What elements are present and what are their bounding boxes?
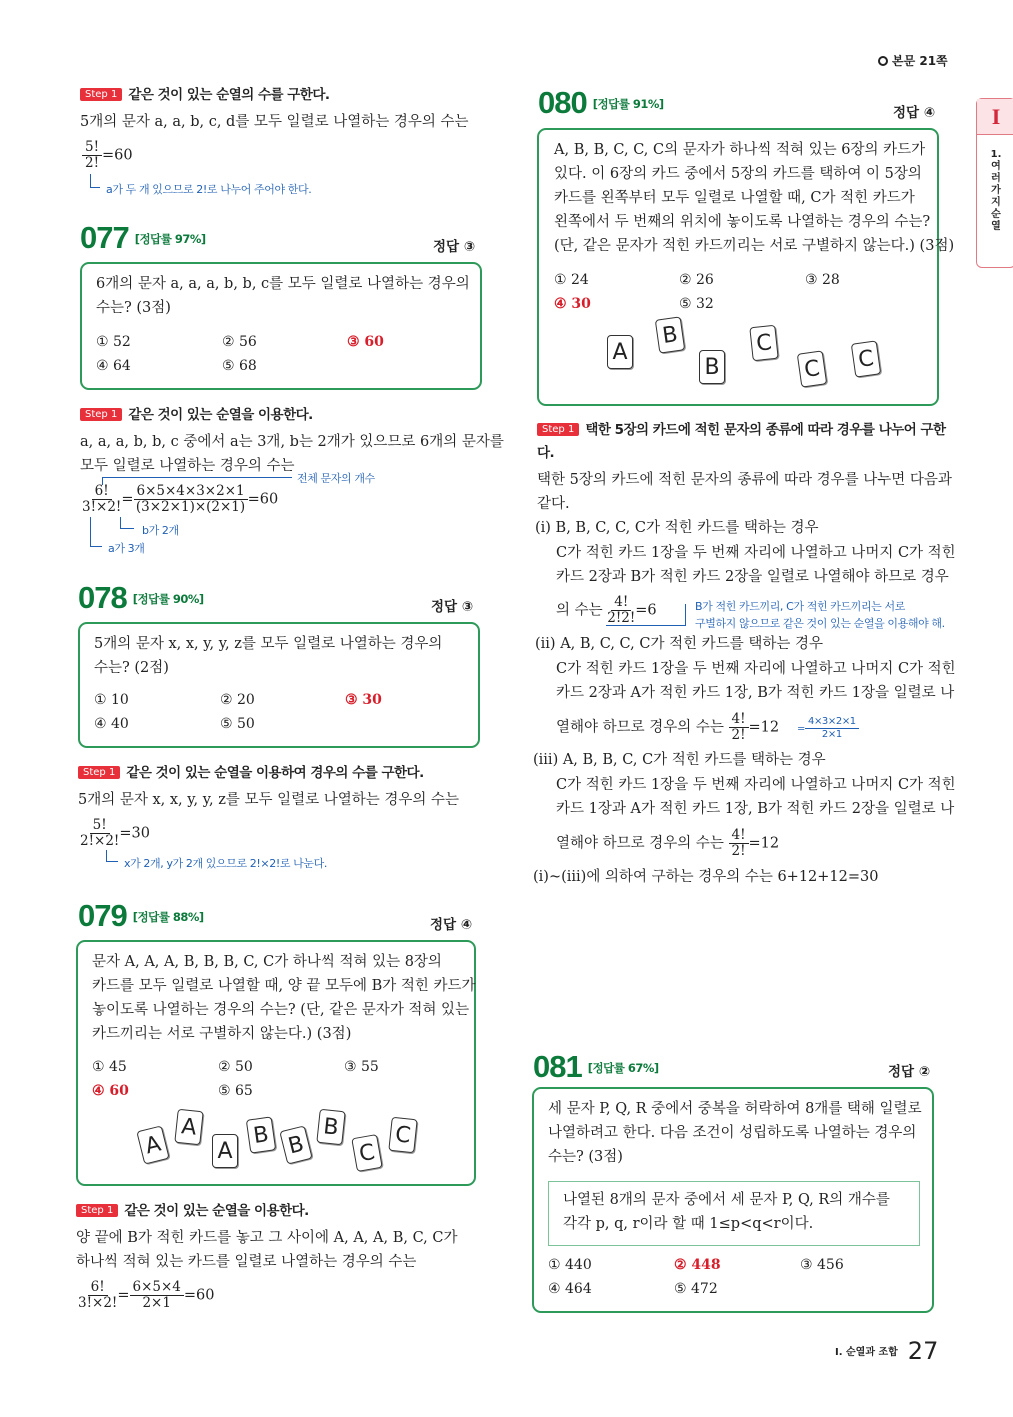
case2-formula (556, 712, 779, 743)
arrow (120, 517, 134, 529)
step-badge: Step 1 (537, 423, 579, 436)
case1-heading: (i) B, B, C, C, C가 적힌 카드를 택하는 경우 (535, 520, 819, 536)
question-number: 081 (533, 1049, 582, 1084)
result: =12 (748, 719, 780, 736)
question-number: 077 (80, 220, 129, 255)
correct-rate: [정답률 91%] (592, 97, 664, 111)
card: C (851, 340, 881, 377)
question-text: 왼쪽에서 두 번째의 위치에 놓이도록 나열하는 경우의 수는? (554, 214, 931, 230)
chapter-tab-number: I (977, 99, 1013, 135)
question-text: 나열하려고 한다. 다음 조건이 성립하도록 나열하는 경우의 (548, 1125, 917, 1141)
denominator: 2×1 (821, 729, 842, 740)
q078-answer: 정답 ③ (431, 599, 474, 615)
text: 열해야 하므로 경우의 수는 (556, 719, 724, 736)
option-1[interactable]: ① 45 (92, 1059, 127, 1075)
footer (835, 1337, 938, 1365)
q080-header (538, 85, 664, 121)
step-text: 다. (537, 445, 555, 461)
sol079-step (76, 1201, 309, 1221)
card: B (246, 1116, 276, 1153)
result: =60 (102, 147, 133, 164)
case2-line: C가 적힌 카드 1장을 두 번째 자리에 나열하고 나머지 C가 적힌 (556, 661, 956, 677)
reference-text: 본문 21쪽 (892, 54, 948, 68)
option-3-checked[interactable]: ③ 30 (345, 692, 382, 708)
q079-answer: 정답 ④ (430, 917, 473, 933)
equals: = (117, 1287, 130, 1304)
chapter-tab[interactable] (976, 98, 1013, 268)
question-text: 수는? (3점) (548, 1149, 623, 1165)
sol078-note: x가 2개, y가 2개 있으므로 2!×2!로 나눈다. (124, 857, 327, 870)
correct-rate: [정답률 90%] (132, 592, 204, 606)
q081-box (532, 1087, 934, 1313)
option-1[interactable]: ① 52 (96, 334, 131, 350)
sol076-step (80, 85, 330, 105)
sol080-conclusion: (i)~(iii)에 의하여 구하는 경우의 수는 6+12+12=30 (533, 869, 879, 885)
question-text: 수는? (2점) (94, 660, 169, 676)
note-a: a가 3개 (108, 542, 145, 555)
option-4[interactable]: ④ 40 (94, 716, 129, 732)
question-number: 078 (78, 580, 127, 615)
denominator: 2! (731, 727, 746, 743)
question-text: A, B, B, C, C, C의 문자가 하나씩 적혀 있는 6장의 카드가 (554, 142, 926, 158)
denominator: 2! (85, 155, 100, 171)
option-3-checked[interactable]: ③ 60 (347, 334, 384, 350)
denominator: (3×2×1)×(2×1) (135, 499, 246, 515)
question-text: 5개의 문자 x, x, y, y, z를 모두 일렬로 나열하는 경우의 (94, 636, 443, 652)
result: =60 (247, 491, 279, 508)
option-4-checked[interactable]: ④ 60 (92, 1083, 129, 1099)
card: C (797, 350, 827, 387)
case3-line: 카드 1장과 A가 적힌 카드 1장, B가 적힌 카드 2장을 일렬로 나 (556, 801, 955, 817)
question-text: 문자 A, A, A, B, B, B, C, C가 하나씩 적혀 있는 8장의 (92, 954, 442, 970)
case1-line: C가 적힌 카드 1장을 두 번째 자리에 나열하고 나머지 C가 적힌 (556, 545, 956, 561)
circle-icon (878, 56, 888, 66)
header-reference (878, 52, 948, 69)
sol077-step (80, 405, 313, 425)
numerator: 6×5×4×3×2×1 (134, 484, 248, 500)
sol080-line: 같다. (537, 496, 570, 512)
question-number: 079 (78, 898, 127, 933)
result: =60 (183, 1287, 215, 1304)
numerator: 4×3×2×1 (805, 716, 859, 729)
case2-line: 카드 2장과 A가 적힌 카드 1장, B가 적힌 카드 1장을 일렬로 나 (556, 685, 955, 701)
q077-header (80, 220, 206, 256)
arrow (90, 174, 100, 188)
note-total: 전체 문자의 개수 (297, 472, 375, 485)
equals: = (121, 491, 134, 508)
card: B (699, 350, 725, 384)
sol080-line: 택한 5장의 카드에 적힌 문자의 종류에 따라 경우를 나누면 다음과 (537, 472, 952, 488)
sol077-line2: 모두 일렬로 나열하는 경우의 수는 (80, 458, 295, 474)
result: =12 (748, 835, 780, 852)
card: B (279, 1125, 312, 1164)
condition-text: 나열된 8개의 문자 중에서 세 문자 P, Q, R의 개수를 (563, 1192, 890, 1208)
sol078-formula (80, 818, 150, 849)
q081-answer: 정답 ② (888, 1064, 931, 1080)
sol077-line1: a, a, a, b, b, c 중에서 a는 3개, b는 2개가 있으므로 6개의 문자를 (80, 434, 504, 450)
option-4-checked[interactable]: ④ 30 (554, 296, 591, 312)
note-b: b가 2개 (142, 524, 179, 537)
text: 열해야 하므로 경우의 수는 (556, 835, 724, 852)
numerator: 6! (92, 484, 112, 500)
sol080-step (537, 420, 946, 440)
case2-heading: (ii) A, B, C, C, C가 적힌 카드를 택하는 경우 (535, 636, 823, 652)
case1-line: 카드 2장과 B가 적힌 카드 2장을 일렬로 나열해야 하므로 경우 (556, 569, 949, 585)
page-number: 27 (907, 1337, 939, 1365)
denominator: 2! (731, 843, 746, 859)
option-1[interactable]: ① 10 (94, 692, 129, 708)
option-1[interactable]: ① 24 (554, 272, 589, 288)
option-3[interactable]: ③ 55 (344, 1059, 379, 1075)
card: A (174, 1109, 203, 1146)
option-2[interactable]: ② 20 (220, 692, 255, 708)
card: C (388, 1117, 417, 1154)
question-text: 수는? (3점) (96, 300, 171, 316)
denominator: 2!×2! (80, 833, 120, 849)
numerator: 6×5×4 (130, 1280, 184, 1296)
q078-box (78, 622, 480, 748)
denominator: 2!2! (607, 610, 636, 626)
question-text: 세 문자 P, Q, R 중에서 중복을 허락하여 8개를 택해 일렬로 (548, 1101, 922, 1117)
option-4[interactable]: ④ 464 (548, 1281, 592, 1297)
result: =6 (635, 602, 657, 619)
step-badge: Step 1 (78, 766, 120, 779)
sol077-formula (82, 484, 278, 515)
question-text: (단, 같은 문자가 적힌 카드끼리는 서로 구별하지 않는다.) (3점) (554, 238, 955, 254)
arrow (606, 604, 686, 626)
option-2[interactable]: ② 56 (222, 334, 257, 350)
text: 의 수는 (556, 602, 603, 619)
case2-note (797, 716, 859, 741)
numerator: 6! (88, 1280, 108, 1296)
correct-rate: [정답률 67%] (587, 1061, 659, 1075)
option-1[interactable]: ① 440 (548, 1257, 592, 1273)
chapter-tab-section: 1. 여러 가지 순열 (990, 149, 1002, 232)
case1-note: 구별하지 않으므로 같은 것이 있는 순열을 이용해야 해. (695, 617, 945, 630)
sol079-formula (78, 1280, 215, 1311)
question-text: 카드를 왼쪽부터 모두 일렬로 나열할 때, C가 적힌 카드가 (554, 190, 915, 206)
step-text: 같은 것이 있는 순열을 이용한다. (124, 1203, 309, 1219)
step-text: 같은 것이 있는 순열을 이용하여 경우의 수를 구한다. (126, 765, 424, 781)
footer-chapter: I. 순열과 조합 (835, 1347, 898, 1358)
card: B (655, 316, 685, 353)
denominator: 3!×2! (82, 499, 122, 515)
case3-formula (556, 828, 779, 859)
step-text: 택한 5장의 카드에 적힌 문자의 종류에 따라 경우를 나누어 구한 (585, 422, 946, 438)
case3-line: C가 적힌 카드 1장을 두 번째 자리에 나열하고 나머지 C가 적힌 (556, 777, 956, 793)
step-text: 같은 것이 있는 순열의 수를 구한다. (128, 87, 330, 103)
sol076-note: a가 두 개 있으므로 2!로 나누어 주어야 한다. (106, 183, 312, 196)
option-2-checked[interactable]: ② 448 (674, 1257, 721, 1273)
step-badge: Step 1 (80, 408, 122, 421)
option-5[interactable]: ⑤ 32 (679, 296, 714, 312)
numerator: 4! (729, 828, 749, 844)
equals: = (797, 723, 805, 735)
card: C (749, 325, 778, 362)
sol079-line1: 양 끝에 B가 적힌 카드를 놓고 그 사이에 A, A, A, B, C, C가 (76, 1230, 458, 1246)
question-text: 6개의 문자 a, a, a, b, b, c를 모두 일렬로 나열하는 경우의 (96, 276, 470, 292)
option-3[interactable]: ③ 456 (800, 1257, 844, 1273)
q078-header (78, 580, 204, 616)
step-badge: Step 1 (76, 1204, 118, 1217)
option-2[interactable]: ② 50 (218, 1059, 253, 1075)
question-number: 080 (538, 85, 587, 120)
q080-answer: 정답 ④ (893, 105, 936, 121)
card: A (212, 1134, 238, 1168)
option-4[interactable]: ④ 64 (96, 358, 131, 374)
question-text: 카드를 모두 일렬로 나열할 때, 양 끝 모두에 B가 적힌 카드가 (92, 978, 476, 994)
option-2[interactable]: ② 26 (679, 272, 714, 288)
arrow (106, 850, 118, 862)
sol076-formula (82, 140, 133, 171)
card: B (316, 1109, 345, 1146)
option-5[interactable]: ⑤ 68 (222, 358, 257, 374)
denominator: 2×1 (142, 1295, 171, 1311)
sol078-line1: 5개의 문자 x, x, y, y, z를 모두 일렬로 나열하는 경우의 수는 (78, 792, 460, 808)
card: A (136, 1125, 169, 1164)
condition-text: 각각 p, q, r이라 할 때 1≤p<q<r이다. (563, 1216, 814, 1232)
case3-heading: (iii) A, B, B, C, C가 적힌 카드를 택하는 경우 (533, 752, 826, 768)
arrow (90, 517, 102, 547)
numerator: 5! (90, 818, 110, 834)
question-text: 놓이도록 나열하는 경우의 수는? (단, 같은 문자가 적혀 있는 (92, 1002, 470, 1018)
option-5[interactable]: ⑤ 65 (218, 1083, 253, 1099)
q079-box (76, 940, 476, 1186)
step-badge: Step 1 (80, 88, 122, 101)
card: A (607, 335, 633, 369)
condition-box (548, 1181, 920, 1246)
numerator: 4! (729, 712, 749, 728)
sol079-line2: 하나씩 적혀 있는 카드를 일렬로 나열하는 경우의 수는 (76, 1254, 417, 1270)
numerator: 5! (82, 140, 102, 156)
q077-answer: 정답 ③ (433, 239, 476, 255)
case1-note: B가 적힌 카드끼리, C가 적힌 카드끼리는 서로 (695, 600, 905, 613)
card: C (351, 1134, 383, 1172)
option-5[interactable]: ⑤ 472 (674, 1281, 718, 1297)
correct-rate: [정답률 88%] (132, 910, 204, 924)
question-text: 카드끼리는 서로 구별하지 않는다.) (3점) (92, 1026, 352, 1042)
question-text: 있다. 이 6장의 카드 중에서 5장의 카드를 택하여 이 5장의 (554, 166, 922, 182)
correct-rate: [정답률 97%] (134, 232, 206, 246)
option-5[interactable]: ⑤ 50 (220, 716, 255, 732)
q079-header (78, 898, 204, 934)
sol078-step (78, 763, 424, 783)
q077-box (80, 262, 482, 390)
numerator: 4! (611, 595, 631, 611)
option-3[interactable]: ③ 28 (805, 272, 840, 288)
denominator: 3!×2! (78, 1295, 118, 1311)
sol076-line1: 5개의 문자 a, a, b, c, d를 모두 일렬로 나열하는 경우의 수는 (80, 114, 469, 130)
result: =30 (119, 825, 150, 842)
q080-box (537, 128, 955, 406)
step-text: 같은 것이 있는 순열을 이용한다. (128, 407, 313, 423)
q081-header (533, 1049, 659, 1085)
